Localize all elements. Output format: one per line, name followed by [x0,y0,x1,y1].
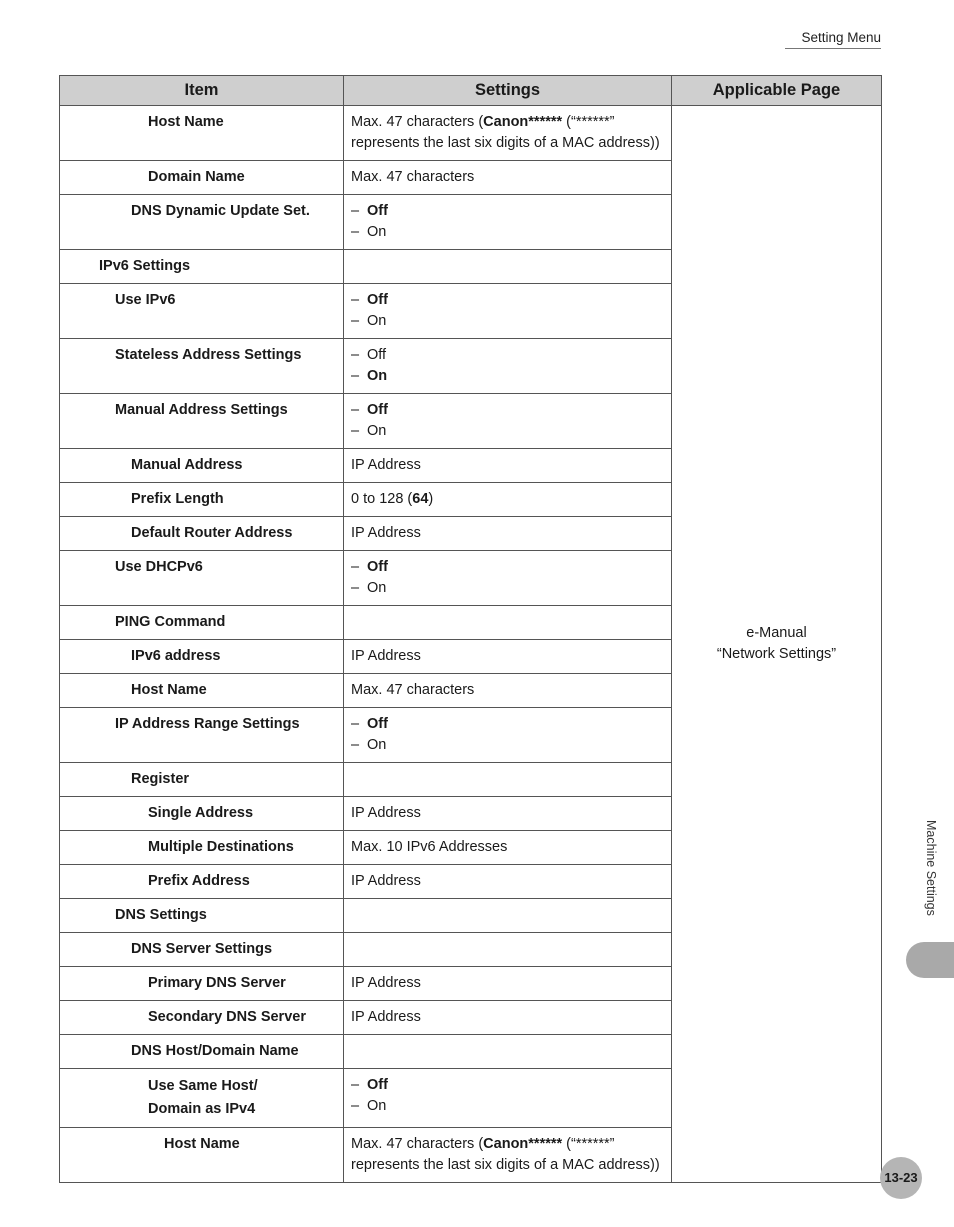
item-cell: IPv6 Settings [60,250,344,284]
option-label: On [367,423,387,439]
item-cell: DNS Server Settings [60,933,344,967]
applicable-page-section: “Network Settings” [716,646,837,662]
option-dash: – [351,559,360,575]
option-dash: – [351,580,360,596]
settings-cell [344,1035,672,1069]
settings-cell: Max. 47 characters [344,674,672,708]
option [351,201,665,222]
option [351,1075,665,1096]
settings-cell [344,708,672,763]
settings-cell: IP Address [344,640,672,674]
option [351,311,665,332]
option-label: On [367,224,387,240]
settings-cell [344,394,672,449]
option [351,400,665,421]
settings-text: (“******” represents the last six digits of a MAC address)) [351,1136,660,1173]
chapter-tab [906,942,954,978]
item-cell: Host Name [60,674,344,708]
settings-cell [344,899,672,933]
item-cell: DNS Dynamic Update Set. [60,195,344,250]
option-label: On [367,1098,387,1114]
page-number: 13-23 [880,1157,922,1199]
option [351,1096,665,1117]
option [351,421,665,442]
option-default: Off [367,1077,388,1093]
option-label: On [367,580,387,596]
settings-cell: IP Address [344,967,672,1001]
option [351,345,665,366]
settings-cell [344,606,672,640]
item-cell: Use IPv6 [60,284,344,339]
option-dash: – [351,203,360,219]
item-cell: Single Address [60,797,344,831]
settings-cell: IP Address [344,517,672,551]
applicable-page-manual: e-Manual [746,625,807,641]
section-header: Setting Menu [801,30,881,45]
item-cell: Secondary DNS Server [60,1001,344,1035]
option [351,222,665,243]
item-cell: Manual Address [60,449,344,483]
item-cell: Host Name [60,1128,344,1183]
option-default: Off [367,559,388,575]
option [351,366,665,387]
item-cell: Use DHCPv6 [60,551,344,606]
item-cell: Prefix Address [60,865,344,899]
item-cell: DNS Host/Domain Name [60,1035,344,1069]
item-cell: Domain Name [60,161,344,195]
item-cell: IP Address Range Settings [60,708,344,763]
settings-text: (“******” represents the last six digits of a MAC address)) [351,114,660,151]
option [351,557,665,578]
settings-cell: Max. 10 IPv6 Addresses [344,831,672,865]
option-dash: – [351,737,360,753]
option-label: On [367,737,387,753]
settings-cell [344,250,672,284]
settings-default-value: Canon****** [483,114,563,130]
settings-cell [344,106,672,161]
settings-cell [344,551,672,606]
item-cell: Primary DNS Server [60,967,344,1001]
option-dash: – [351,423,360,439]
chapter-side-label: Machine Settings [924,820,938,916]
item-cell: Manual Address Settings [60,394,344,449]
item-cell: Multiple Destinations [60,831,344,865]
item-cell: Prefix Length [60,483,344,517]
option-label: Off [367,347,387,363]
option [351,714,665,735]
settings-cell: IP Address [344,797,672,831]
settings-cell [344,763,672,797]
item-cell: Host Name [60,106,344,161]
column-header-item: Item [60,76,344,106]
item-line: Use Same Host/ [148,1078,258,1094]
option-dash: – [351,368,360,384]
item-cell: PING Command [60,606,344,640]
settings-cell [344,483,672,517]
table-row [60,106,882,161]
table-header-row [60,76,882,106]
column-header-settings: Settings [344,76,672,106]
settings-cell [344,339,672,394]
settings-cell: IP Address [344,865,672,899]
option-default: On [367,368,388,384]
settings-cell: IP Address [344,1001,672,1035]
item-cell: Register [60,763,344,797]
option-dash: – [351,1098,360,1114]
settings-cell: IP Address [344,449,672,483]
applicable-page-cell [672,106,882,1183]
option-dash: – [351,716,360,732]
option-default: Off [367,402,388,418]
option-dash: – [351,1077,360,1093]
settings-cell [344,284,672,339]
item-line: Domain as IPv4 [148,1101,256,1117]
option-dash: – [351,313,360,329]
option-default: Off [367,203,388,219]
settings-cell [344,195,672,250]
option-label: On [367,313,387,329]
item-cell: IPv6 address [60,640,344,674]
settings-text: Max. 47 characters ( [351,1136,484,1152]
option-dash: – [351,347,360,363]
column-header-applicable-page: Applicable Page [672,76,882,106]
settings-cell: Max. 47 characters [344,161,672,195]
item-cell [60,1069,344,1128]
option-default: Off [367,292,388,308]
settings-table [59,75,882,1183]
settings-default-value: 64 [412,491,429,507]
option [351,735,665,756]
option [351,290,665,311]
settings-default-value: Canon****** [483,1136,563,1152]
item-cell: DNS Settings [60,899,344,933]
settings-text: Max. 47 characters ( [351,114,484,130]
settings-text: ) [428,491,434,507]
option-dash: – [351,224,360,240]
option-dash: – [351,292,360,308]
settings-text: 0 to 128 ( [351,491,413,507]
settings-cell [344,933,672,967]
option-default: Off [367,716,388,732]
item-cell: Default Router Address [60,517,344,551]
settings-cell [344,1128,672,1183]
item-cell: Stateless Address Settings [60,339,344,394]
header-rule [785,48,881,49]
option [351,578,665,599]
option-dash: – [351,402,360,418]
settings-cell [344,1069,672,1128]
